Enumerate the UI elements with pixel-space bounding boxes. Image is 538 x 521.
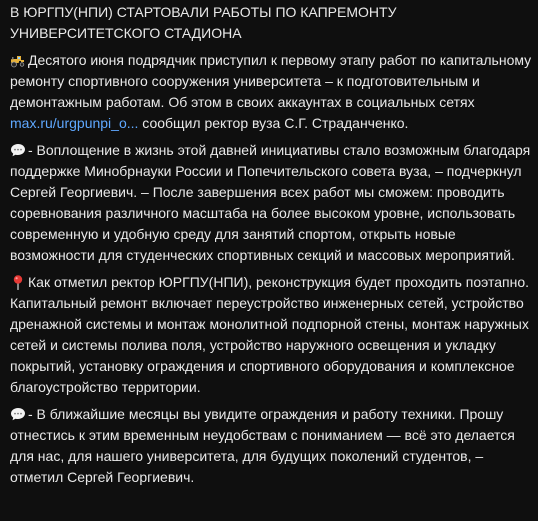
paragraph-3-text: Как отметил ректор ЮРГПУ(НПИ), реконструкция будет проходить поэтапно. Капитальный ремонт включает переустройство инженерных сетей, устройство дренажной системы и монтаж монолитной подпорной стены, монтаж наружных сетей и системы полива поля, устройство наружного освещения и укладку покрытий, установку ограждения и спортивного оборудования и комплексное благоустройство территории. bbox=[10, 274, 530, 395]
paragraph-4 bbox=[10, 404, 532, 488]
tractor-icon bbox=[10, 52, 26, 68]
pushpin-icon bbox=[10, 274, 26, 290]
paragraph-1-text-end: сообщил ректор вуза С.Г. Страданченко. bbox=[138, 115, 409, 131]
paragraph-4-text: - В ближайшие месяцы вы увидите ограждения и работу техники. Прошу отнестись к этим временным неудобствам с пониманием — всё это делается для нас, для нашего университета, для будущих поколений студентов, – отметил Сергей Георгиевич. bbox=[10, 406, 515, 485]
paragraph-3 bbox=[10, 272, 532, 398]
paragraph-1-text: Десятого июня подрядчик приступил к первому этапу работ по капитальному ремонту спортивного сооружения университета – к подготовительным и демонтажным работам. Об этом в своих аккаунтах в социальных сетях bbox=[10, 52, 532, 110]
speech-bubble-icon bbox=[10, 142, 26, 158]
paragraph-2 bbox=[10, 140, 532, 266]
paragraph-2-text: - Воплощение в жизнь этой давней инициативы стало возможным благодаря поддержке Минобрнауки России и Попечительского совета вуза, – подчеркнул Сергей Георгиевич. – После завершения всех работ мы сможем: проводить соревнования различного масштаба на более высоком уровне, использовать современную и удобную среду для занятий спортом, открыть новые возможности для студенческих спортивных секций и массовых мероприятий. bbox=[10, 142, 531, 263]
post-title: В ЮРГПУ(НПИ) СТАРТОВАЛИ РАБОТЫ ПО КАПРЕМОНТУ УНИВЕРСИТЕТСКОГО СТАДИОНА bbox=[10, 4, 397, 41]
paragraph-1 bbox=[10, 50, 532, 134]
speech-bubble-icon bbox=[10, 406, 26, 422]
account-link[interactable]: max.ru/urgpunpi_o... bbox=[10, 115, 139, 131]
